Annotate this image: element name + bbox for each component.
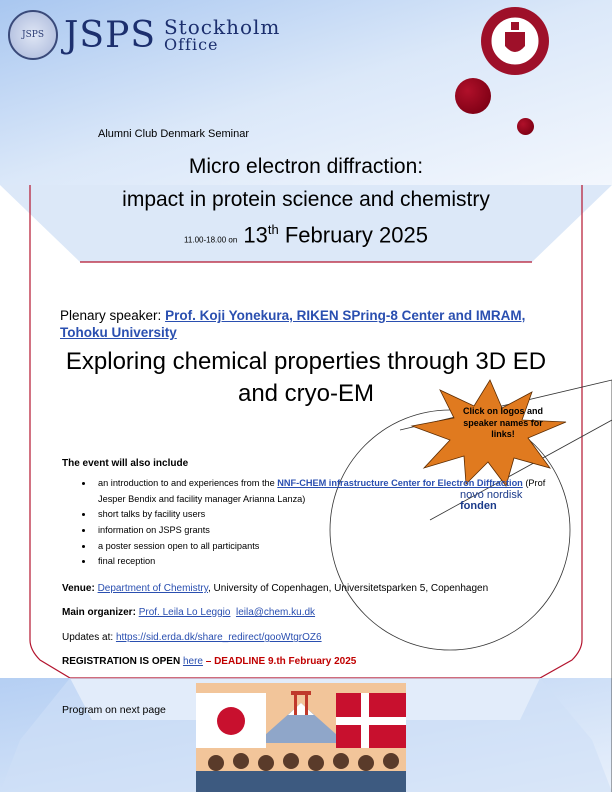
decor-circle-small: [517, 118, 534, 135]
ku-seal-logo[interactable]: [480, 6, 550, 76]
registration-line: REGISTRATION IS OPEN here – DEADLINE 9.th February 2025: [62, 656, 357, 667]
organizer-email-link[interactable]: leila@chem.ku.dk: [235, 607, 316, 618]
event-time: 11.00-18.00 on: [184, 235, 238, 245]
plenary-speaker-link[interactable]: Prof. Koji Yonekura, RIKEN SPring-8 Center and IMRAM, Tohoku University: [60, 308, 526, 340]
venue-link[interactable]: Department of Chemistry: [97, 583, 208, 594]
plenary-label: Plenary speaker:: [60, 308, 162, 323]
novo-nordisk-fonden-logo[interactable]: novo nordisk fonden: [460, 489, 523, 512]
event-date: [0, 222, 612, 248]
organizer-link[interactable]: Prof. Leila Lo Leggio: [138, 607, 231, 618]
updates-line: Updates at: https://sid.erda.dk/share_redirect/gooWtgrOZ6: [62, 632, 322, 643]
nnf-chem-link[interactable]: NNF-CHEM infrastructure Center for Electron Diffraction: [277, 478, 523, 488]
updates-link[interactable]: https://sid.erda.dk/share_redirect/gooWtgrOZ6: [115, 632, 322, 643]
plenary-speaker: [60, 308, 560, 342]
decor-circle-large: [455, 78, 491, 114]
venue-line: Venue: Department of Chemistry, University of Copenhagen, Universitetsparken 5, Copenhagen: [62, 583, 489, 594]
event-title-line2: impact in protein science and chemistry: [122, 188, 490, 211]
organizer-line: Main organizer: Prof. Leila Lo Leggio leila@chem.ku.dk: [62, 607, 316, 618]
jsps-stockholm-logo[interactable]: [8, 10, 280, 60]
list-item: • an introduction to and experiences from the NNF-CHEM infrastructure Center for Electron Diffraction (Prof Jesper Bendix and facility manager Arianna Lanza): [94, 476, 574, 507]
program-note: Program on next page: [62, 704, 166, 716]
seminar-series: Alumni Club Denmark Seminar: [98, 128, 249, 140]
list-item: • information on JSPS grants: [94, 523, 574, 539]
event-day: 13: [243, 222, 268, 248]
list-item: • short talks by facility users: [94, 507, 574, 523]
talk-title-line1: Exploring chemical properties through 3D ED: [65, 348, 547, 375]
event-month-year: February 2025: [284, 222, 428, 248]
includes-heading: The event will also include: [62, 458, 189, 469]
jsps-office-text: Stockholm Office: [163, 14, 281, 54]
list-item: • a poster session open to all participants: [94, 539, 574, 555]
jsps-wordmark: JSPS: [64, 14, 156, 56]
registration-link[interactable]: here: [182, 656, 203, 667]
list-item: • final reception: [94, 554, 574, 570]
event-title-line1: Micro electron diffraction:: [188, 155, 424, 178]
event-illustration: [196, 683, 406, 792]
jsps-seal-icon: JSPS: [8, 10, 58, 60]
callout-text: Click on logos and speaker names for links!: [462, 406, 543, 440]
talk-title-line2: and cryo-EM: [237, 380, 375, 407]
event-day-suffix: th: [267, 222, 279, 237]
